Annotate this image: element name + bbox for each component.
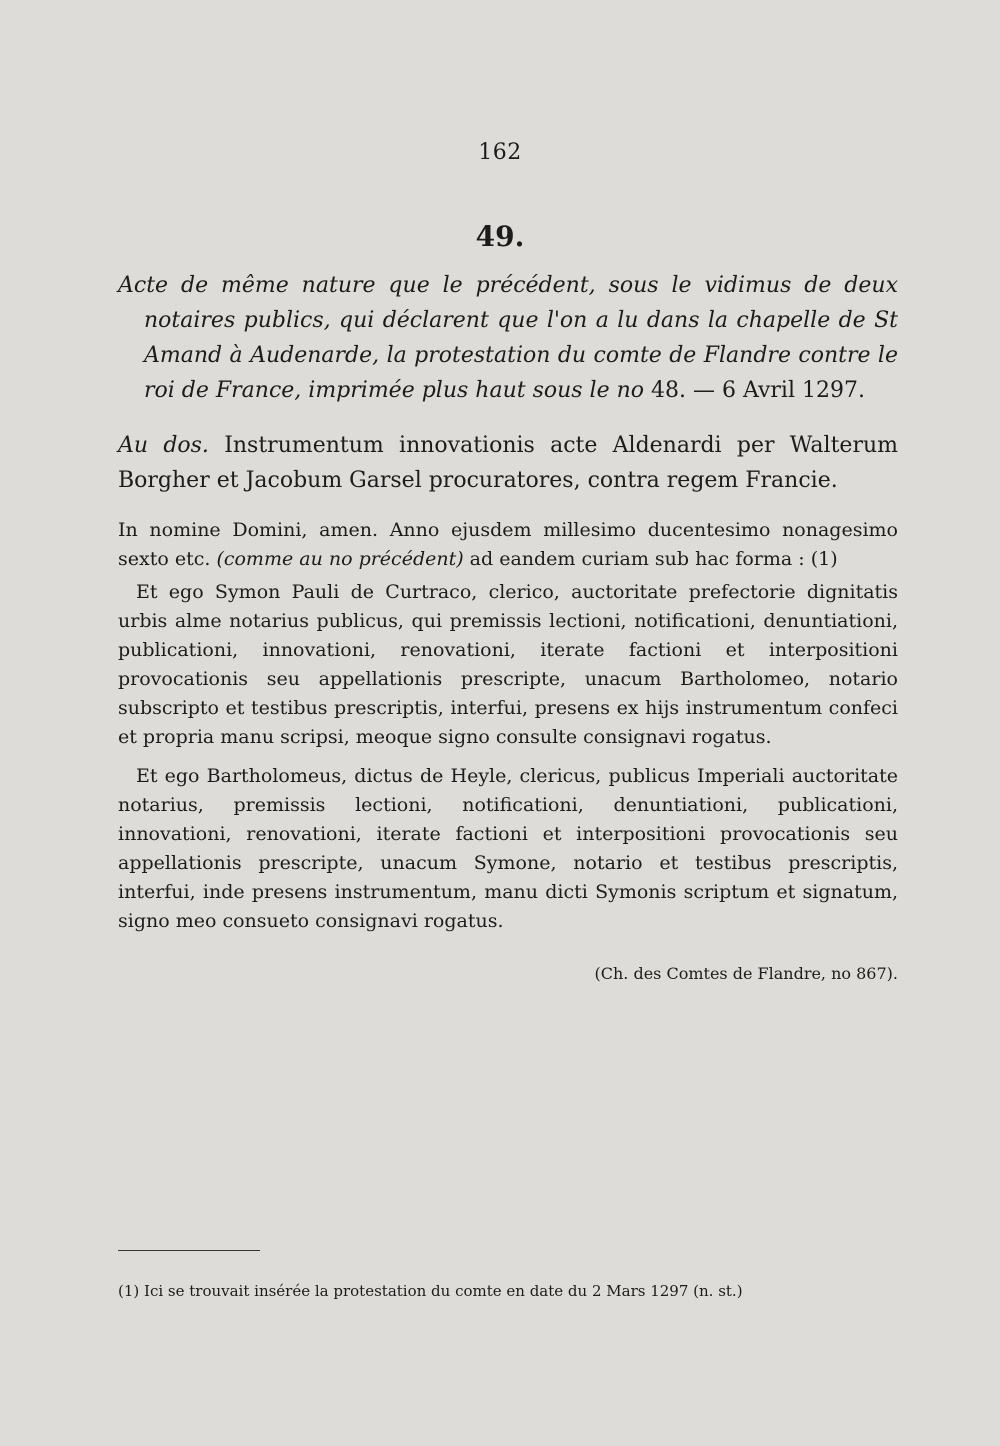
dorsal-label: Au dos. [118,433,209,458]
body-paragraph-symon: Et ego Symon Pauli de Curtraco, clerico, auctoritate prefectorie dignitatis urbis alme notarius publicus, qui premissis lectioni, notificationi, denuntiationi, publicationi, innovationi, renovationi, iterate factioni et interpositioni provocationis seu appellationis prescripte, unacum Bartholomeo, notario subscripto et testibus prescriptis, interfui, presens ex hijs instrumentum confeci et propria manu scripsi, meoque signo consulte consignavi rogatus. [118,581,898,748]
body-paragraph-intro [118,516,898,574]
intro-start: In nomine Domini, amen. Anno ejusdem millesimo ducentesimo nonagesimo sexto etc. [118,519,898,570]
document-number: 49. [475,220,525,253]
intro-reference: (comme au no précédent) [216,548,464,570]
document-title [118,268,898,408]
body-paragraph-bartholomeus: Et ego Bartholomeus, dictus de Heyle, clericus, publicus Imperiali auctoritate notarius, premissis lectioni, notificationi, denuntiationi, publicationi, innovationi, renovationi, iterate factioni et interpositioni provocationis seu appellationis prescripte, unacum Symone, notario et testibus prescriptis, interfui, inde presens instrumentum, manu dicti Symonis scriptum et signatum, signo meo consueto consignavi rogatus. [118,765,898,932]
page-number: 162 [478,140,522,165]
source-citation: (Ch. des Comtes de Flandre, no 867). [594,964,898,983]
intro-end: ad eandem curiam sub hac forma : (1) [463,548,838,570]
title-text: Acte de même nature que le précédent, sous le vidimus de deux notaires publics, qui déclarent que l'on a lu dans la chapelle de St Amand à Audenarde, la protestation du comte de Flandre contre le roi de France, imprimée plus haut sous le no [118,273,898,403]
dorsal-note [118,428,898,498]
footnote: (1) Ici se trouvait insérée la protestation du comte en date du 2 Mars 1297 (n. st.) [118,1282,743,1300]
footnote-divider [118,1250,260,1251]
title-date: 48. — 6 Avril 1297. [644,378,865,403]
dorsal-text: Instrumentum innovationis acte Aldenardi per Walterum Borgher et Jacobum Garsel procuratores, contra regem Francie. [118,433,898,493]
